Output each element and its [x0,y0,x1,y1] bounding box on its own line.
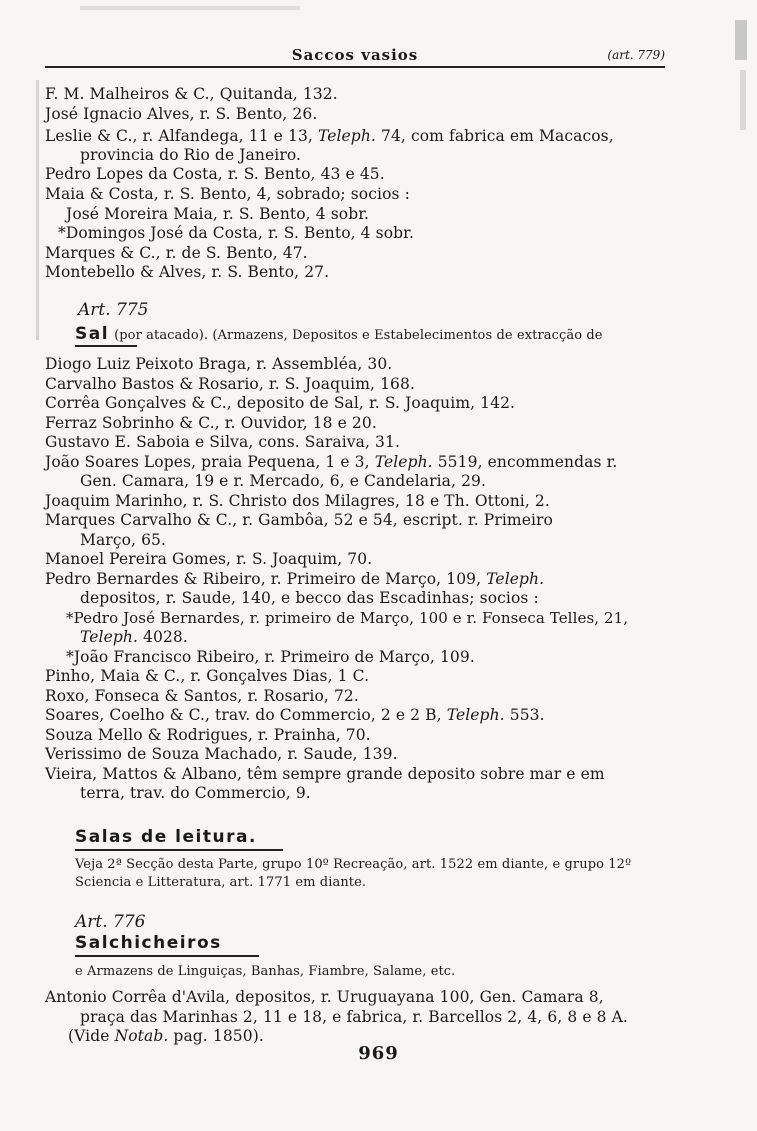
entry-line [45,569,544,589]
entry-line: depositos, r. Saude, 140, e becco das Escadinhas; socios : [80,589,539,607]
entry-text: 553. [509,706,545,724]
section-subtitle: e Armazens de Linguiças, Banhas, Fiambre, Salame, etc. [75,964,456,979]
heading-underline [75,955,259,957]
scan-speck [735,20,747,60]
entry-line: Pinho, Maia & C., r. Gonçalves Dias, 1 C. [45,667,370,685]
entry-line [45,126,614,146]
entry-line: Souza Mello & Rodrigues, r. Prainha, 70. [45,726,371,744]
teleph-label: Teleph. [317,127,376,145]
entry-line: Roxo, Fonseca & Santos, r. Rosario, 72. [45,687,359,705]
entry-line: Marques & C., r. de S. Bento, 47. [45,244,308,262]
entry-line: José Ignacio Alves, r. S. Bento, 26. [45,105,318,123]
header-title: Saccos vasios [291,46,419,64]
entry-line: provincia do Rio de Janeiro. [80,146,302,164]
notab-label: Notab. [114,1027,169,1045]
entry-line: Marques Carvalho & C., r. Gambôa, 52 e 54, escript. r. Primeiro [45,511,553,529]
entry-line [80,627,188,647]
entry-line: Corrêa Gonçalves & C., deposito de Sal, r. S. Joaquim, 142. [45,394,516,412]
entry-line: *Domingos José da Costa, r. S. Bento, 4 sobr. [58,224,415,242]
note-line: Sciencia e Litteratura, art. 1771 em diante. [75,875,367,890]
entry-text: Leslie & C., r. Alfandega, 11 e 13, [45,127,313,145]
entry-line: Montebello & Alves, r. S. Bento, 27. [45,263,330,281]
entry-line: Antonio Corrêa d'Avila, depositos, r. Uruguayana 100, Gen. Camara 8, [45,988,604,1006]
entry-line: praça das Marinhas 2, 11 e 18, e fabrica, r. Barcellos 2, 4, 6, 8 e 8 A. [80,1008,628,1026]
entry-text: pag. 1850). [173,1027,264,1045]
scan-speck [740,70,746,130]
heading-underline [75,849,283,851]
note-line: Veja 2ª Secção desta Parte, grupo 10º Recreação, art. 1522 em diante, e grupo 12º [75,857,632,872]
entry-line: *Pedro José Bernardes, r. primeiro de Março, 100 e r. Fonseca Telles, 21, [66,609,629,627]
section-heading: Sal [75,324,110,344]
entry-line: Pedro Lopes da Costa, r. S. Bento, 43 e 45. [45,165,385,183]
entry-line: Verissimo de Souza Machado, r. Saude, 139. [45,745,398,763]
header-article-ref: (art. 779) [607,48,665,62]
header-rule [45,66,665,68]
entry-line: Março, 65. [80,531,167,549]
entry-line: José Moreira Maia, r. S. Bento, 4 sobr. [66,205,370,223]
teleph-label: Teleph. [486,570,545,588]
section-subtitle: (por atacado). (Armazens, Depositos e Estabelecimentos de extracção de [114,328,603,343]
section-heading-line [75,324,603,346]
page-number: 969 [358,1043,399,1064]
entry-text: 5519, encommendas r. [437,453,618,471]
entry-line: Diogo Luiz Peixoto Braga, r. Assembléa, 30. [45,355,393,373]
article-number: Art. 776 [75,912,146,932]
heading-underline [75,345,137,347]
entry-text: Soares, Coelho & C., trav. do Commercio, 2 e 2 B, [45,706,442,724]
scan-speck [36,80,39,340]
section-heading: Salchicheiros [75,933,222,953]
entry-text: 4028. [143,628,188,646]
entry-line: F. M. Malheiros & C., Quitanda, 132. [45,85,338,103]
entry-text: João Soares Lopes, praia Pequena, 1 e 3, [45,453,370,471]
entry-line: Maia & Costa, r. S. Bento, 4, sobrado; socios : [45,185,410,203]
entry-line: Carvalho Bastos & Rosario, r. S. Joaquim, 168. [45,375,415,393]
entry-line: terra, trav. do Commercio, 9. [80,784,311,802]
entry-line: Vieira, Mattos & Albano, têm sempre grande deposito sobre mar e em [45,765,605,783]
entry-text: (Vide [68,1027,110,1045]
teleph-label: Teleph. [446,706,505,724]
scan-speck [80,6,300,10]
entry-line: Gustavo E. Saboia e Silva, cons. Saraiva, 31. [45,433,400,451]
page-header [45,44,665,64]
entry-text: 74, com fabrica em Macacos, [380,127,614,145]
teleph-label: Teleph. [374,453,433,471]
section-heading: Salas de leitura. [75,827,257,847]
entry-text: Pedro Bernardes & Ribeiro, r. Primeiro de Março, 109, [45,570,482,588]
article-number: Art. 775 [78,300,149,320]
entry-line: Manoel Pereira Gomes, r. S. Joaquim, 70. [45,550,373,568]
entry-line [45,452,617,472]
entry-line: *João Francisco Ribeiro, r. Primeiro de Março, 109. [66,648,475,666]
teleph-label: Teleph. [80,628,138,646]
entry-line [45,705,545,725]
entry-line: Joaquim Marinho, r. S. Christo dos Milagres, 18 e Th. Ottoni, 2. [45,492,550,510]
entry-line: Gen. Camara, 19 e r. Mercado, 6, e Candelaria, 29. [80,472,487,490]
entry-line: Ferraz Sobrinho & C., r. Ouvidor, 18 e 20. [45,414,377,432]
